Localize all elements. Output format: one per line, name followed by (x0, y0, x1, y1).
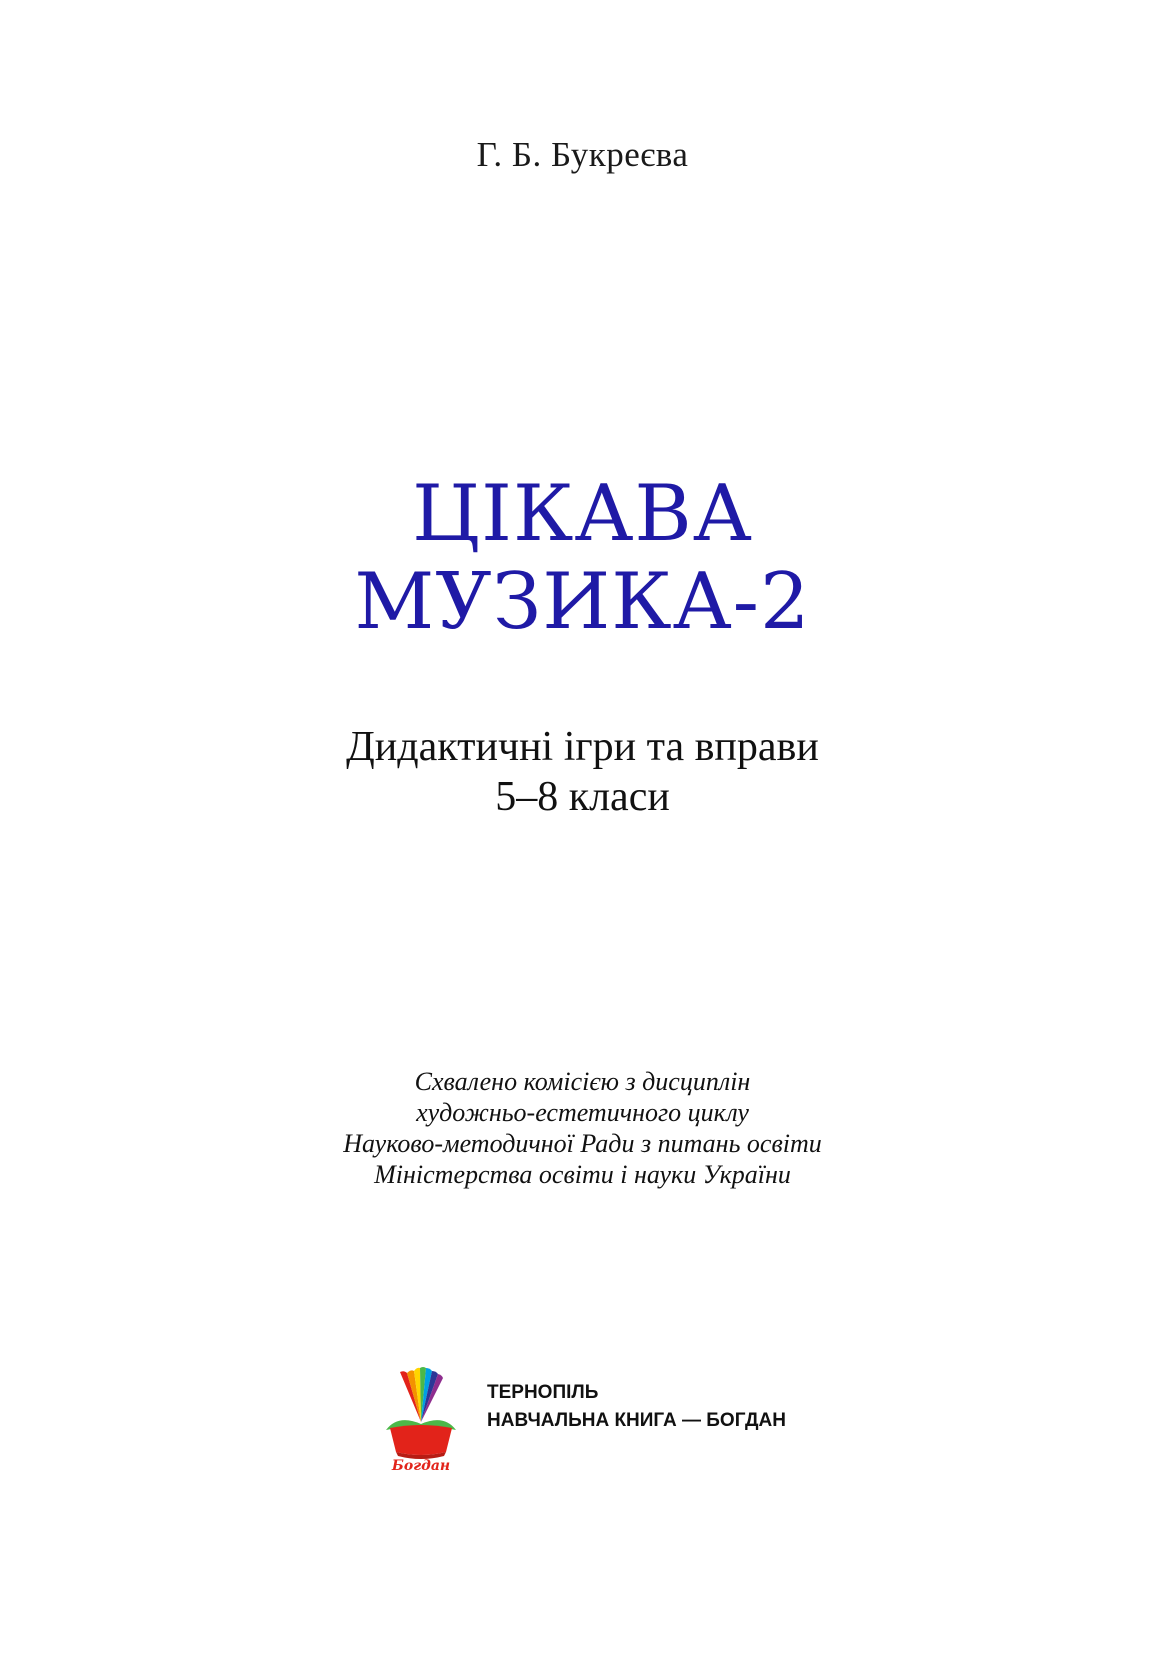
title-line-1: ЦІКАВА (412, 469, 753, 559)
publisher-text (487, 1379, 786, 1435)
logo-wordmark: Богдан (391, 1458, 451, 1474)
book-subtitle (0, 722, 1165, 822)
approval-note (0, 1066, 1165, 1190)
approval-line-1: Схвалено комісією з дисциплін (414, 1067, 751, 1096)
subtitle-line-1: Дидактичні ігри та вправи (346, 724, 819, 770)
approval-line-4: Міністерства освіти і науки України (374, 1160, 791, 1189)
publisher-city: ТЕРНОПІЛЬ (487, 1382, 599, 1403)
publisher-name: НАВЧАЛЬНА КНИГА — БОГДАН (487, 1410, 786, 1431)
approval-line-3: Науково-методичної Ради з питань освіти (343, 1129, 822, 1158)
approval-line-2: художньо-естетичного циклу (416, 1098, 749, 1127)
publisher-block (380, 1364, 800, 1474)
book-title (0, 470, 1165, 646)
title-line-2: МУЗИКА-2 (354, 557, 811, 647)
subtitle-line-2: 5–8 класи (495, 774, 670, 820)
book-flower-logo-icon (380, 1364, 462, 1474)
author-name: Г. Б. Букреєва (476, 135, 689, 174)
